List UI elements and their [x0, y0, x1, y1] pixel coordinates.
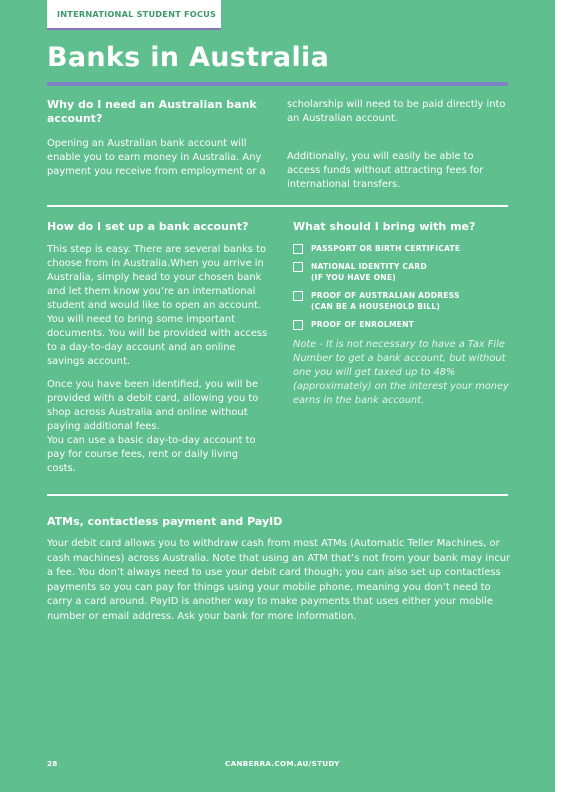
why-heading: Why do I need an Australian bank account? [47, 98, 257, 125]
section-tag: INTERNATIONAL STUDENT FOCUS [47, 0, 221, 28]
setup-column [47, 220, 269, 476]
checklist-item-identity-card[interactable] [293, 261, 515, 283]
checklist-item-label: NATIONAL IDENTITY CARD [311, 262, 427, 271]
page-title: Banks in Australia [47, 42, 330, 73]
checklist-item-enrolment[interactable] [293, 319, 515, 330]
checklist-item-address[interactable] [293, 290, 515, 312]
checkbox-icon[interactable] [293, 244, 303, 254]
page-number: 28 [47, 759, 58, 768]
section-divider-1 [47, 205, 508, 207]
why-paragraph-1-continued [287, 98, 509, 140]
bring-column [293, 220, 515, 408]
title-rule [47, 82, 508, 86]
checklist-item-label: PROOF OF AUSTRALIAN ADDRESS [311, 291, 460, 300]
atms-paragraph: Your debit card allows you to withdraw cash from most ATMs (Automatic Teller Machines, or cash machines) across Australia. Note that using an ATM that’s not from your bank may incur a fee. You don’t always need to use your debit card though; you can also set up contactless payments so you can pay for things using your mobile phone, meaning you don’t need to carry a card around. PayID is another way to make payments that uses either your mobile number or email address. Ask your bank for more information. [47, 538, 511, 622]
why-paragraph-2: Additionally, you will easily be able to access funds without attracting fees for international transfers. [287, 151, 484, 190]
checklist-item-sublabel: (CAN BE A HOUSEHOLD BILL) [311, 302, 441, 311]
atms-heading: ATMs, contactless payment and PayID [47, 515, 283, 528]
checkbox-icon[interactable] [293, 291, 303, 301]
checkbox-icon[interactable] [293, 320, 303, 330]
why-left-column [47, 98, 269, 179]
why-right-column [287, 98, 509, 192]
setup-paragraph-2: Once you have been identified, you will be provided with a debit card, allowing you to shop across Australia and online without paying additional fees. [47, 379, 259, 432]
why-paragraph-1-flow: scholarship will need to be paid directly into an Australian account. [287, 99, 506, 124]
tag-underline [47, 28, 221, 30]
footer-url: CANBERRA.COM.AU/STUDY [225, 759, 340, 768]
atms-section [47, 515, 513, 624]
why-paragraph-1: Opening an Australian bank account will enable you to earn money in Australia. Any payment you receive from employment or a [47, 138, 266, 177]
section-divider-2 [47, 494, 508, 496]
checklist-item-passport[interactable] [293, 243, 515, 254]
document-checklist [293, 243, 515, 330]
setup-heading: How do I set up a bank account? [47, 220, 249, 233]
page-edge [555, 0, 561, 792]
checkbox-icon[interactable] [293, 262, 303, 272]
tax-file-note: Note - It is not necessary to have a Tax File Number to get a bank account, but without one you will get taxed up to 48% (approximately) on the interest your money earns in the bank account. [293, 339, 509, 406]
checklist-item-sublabel: (IF YOU HAVE ONE) [311, 273, 396, 282]
setup-paragraph-3: You can use a basic day-to-day account to pay for course fees, rent or daily living costs. [47, 435, 256, 474]
bring-heading: What should I bring with me? [293, 220, 476, 233]
checklist-item-label: PASSPORT OR BIRTH CERTIFICATE [311, 244, 461, 253]
setup-paragraph-1: This step is easy. There are several banks to choose from in Australia.When you arrive in Australia, simply head to your chosen bank and let them know you’re an international student and would like to open an account. You will need to bring some important documents. You will be provided with access to a day-to-day account and an online savings account. [47, 244, 268, 367]
checklist-item-label: PROOF OF ENROLMENT [311, 320, 415, 329]
